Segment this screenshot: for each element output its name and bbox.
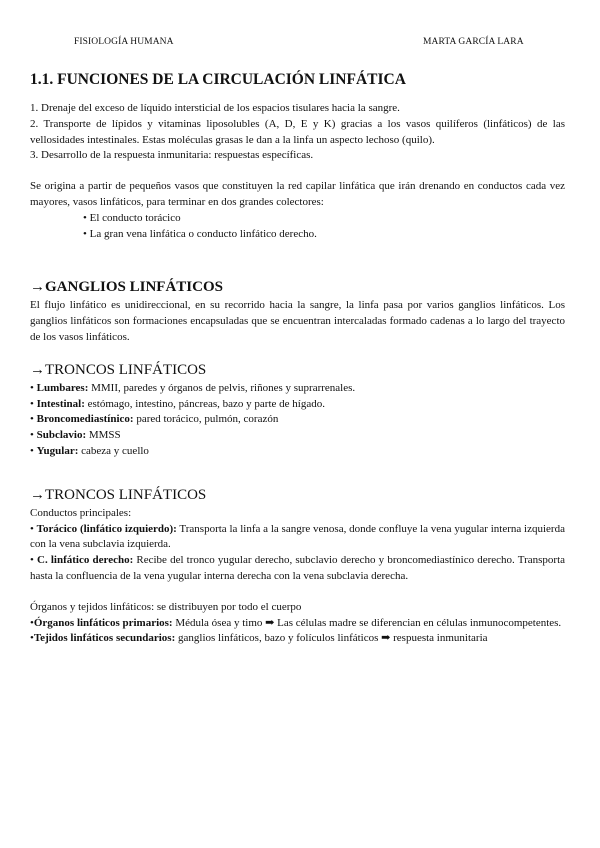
list-item: • Broncomediastínico: pared torácico, pulmón, corazón <box>30 413 279 426</box>
right-arrow-icon: → <box>30 279 45 296</box>
list-item: • Subclavio: MMSS <box>30 429 121 442</box>
function-item-2: 2. Transporte de lípidos y vitaminas liposolubles (A, D, E y K) gracias a los vasos quilíferos (linfáticos) de las vellosidades intestinales. Estas moléculas grasas le dan a la linfa un aspecto lechoso (quilo). <box>30 117 565 146</box>
list-item: •Tejidos linfáticos secundarios: ganglios linfáticos, bazo y folículos linfáticos ➡ respuesta inmunitaria <box>30 632 488 645</box>
section-title-ganglios <box>30 278 565 296</box>
origin-paragraph: Se origina a partir de pequeños vasos que constituyen la red capilar linfática que irán drenando en conductos cada vez mayores, vasos linfáticos, para terminar en dos grandes colectores: <box>30 180 565 208</box>
section-title-funciones: 1.1. FUNCIONES DE LA CIRCULACIÓN LINFÁTICA <box>30 71 406 88</box>
list-item: • Torácico (linfático izquierdo): Transporta la linfa a la sangre venosa, donde confluye la vena yugular interna izquierda con la vena subclavia izquierda. <box>30 522 565 551</box>
list-item: • C. linfático derecho: Recibe del tronco yugular derecho, subclavio derecho y broncomediastínico derecho. Transporta hasta la confluencia de la vena yugular interna derecha con la vena subclavia derecha. <box>30 554 566 582</box>
section-title-conductos <box>30 486 565 504</box>
right-arrow-icon: → <box>30 361 45 378</box>
list-item: • Yugular: cabeza y cuello <box>30 444 149 457</box>
organos-intro: Órganos y tejidos linfáticos: se distribuyen por todo el cuerpo <box>30 600 302 613</box>
list-item: •Órganos linfáticos primarios: Médula ósea y timo ➡ Las células madre se diferencian en células inmunocompetentes. <box>30 616 562 629</box>
collector-item-2: • La gran vena linfática o conducto linfático derecho. <box>83 227 317 240</box>
section-title-troncos <box>30 361 565 379</box>
section-title-text: GANGLIOS LINFÁTICOS <box>45 279 223 296</box>
header-subject: FISIOLOGÍA HUMANA <box>74 37 174 47</box>
section-title-text: TRONCOS LINFÁTICOS <box>45 361 207 378</box>
function-item-1: 1. Drenaje del exceso de líquido intersticial de los espacios tisulares hacia la sangre. <box>30 102 400 114</box>
right-arrow-icon: ➡ <box>265 616 275 629</box>
right-arrow-icon: ➡ <box>381 632 391 645</box>
right-arrow-icon: → <box>30 486 45 503</box>
conductos-intro: Conductos principales: <box>30 506 132 519</box>
list-item: • Lumbares: MMII, paredes y órganos de pelvis, riñones y suprarrenales. <box>30 381 356 394</box>
header-author: MARTA GARCÍA LARA <box>423 37 524 47</box>
section-title-text: TRONCOS LINFÁTICOS <box>45 486 207 503</box>
list-item: • Intestinal: estómago, intestino, páncreas, bazo y parte de hígado. <box>30 397 325 410</box>
ganglios-paragraph: El flujo linfático es unidireccional, en su recorrido hacia la sangre, la linfa pasa por varios ganglios linfáticos. Los ganglios linfáticos son formaciones encapsuladas que se encuentran intercaladas formado cadenas a lo largo del trayecto de los vasos linfáticos. <box>30 299 565 343</box>
collector-item-1: • El conducto torácico <box>83 211 181 224</box>
function-item-3: 3. Desarrollo de la respuesta inmunitaria: respuestas específicas. <box>30 149 314 162</box>
document-body <box>30 70 565 647</box>
